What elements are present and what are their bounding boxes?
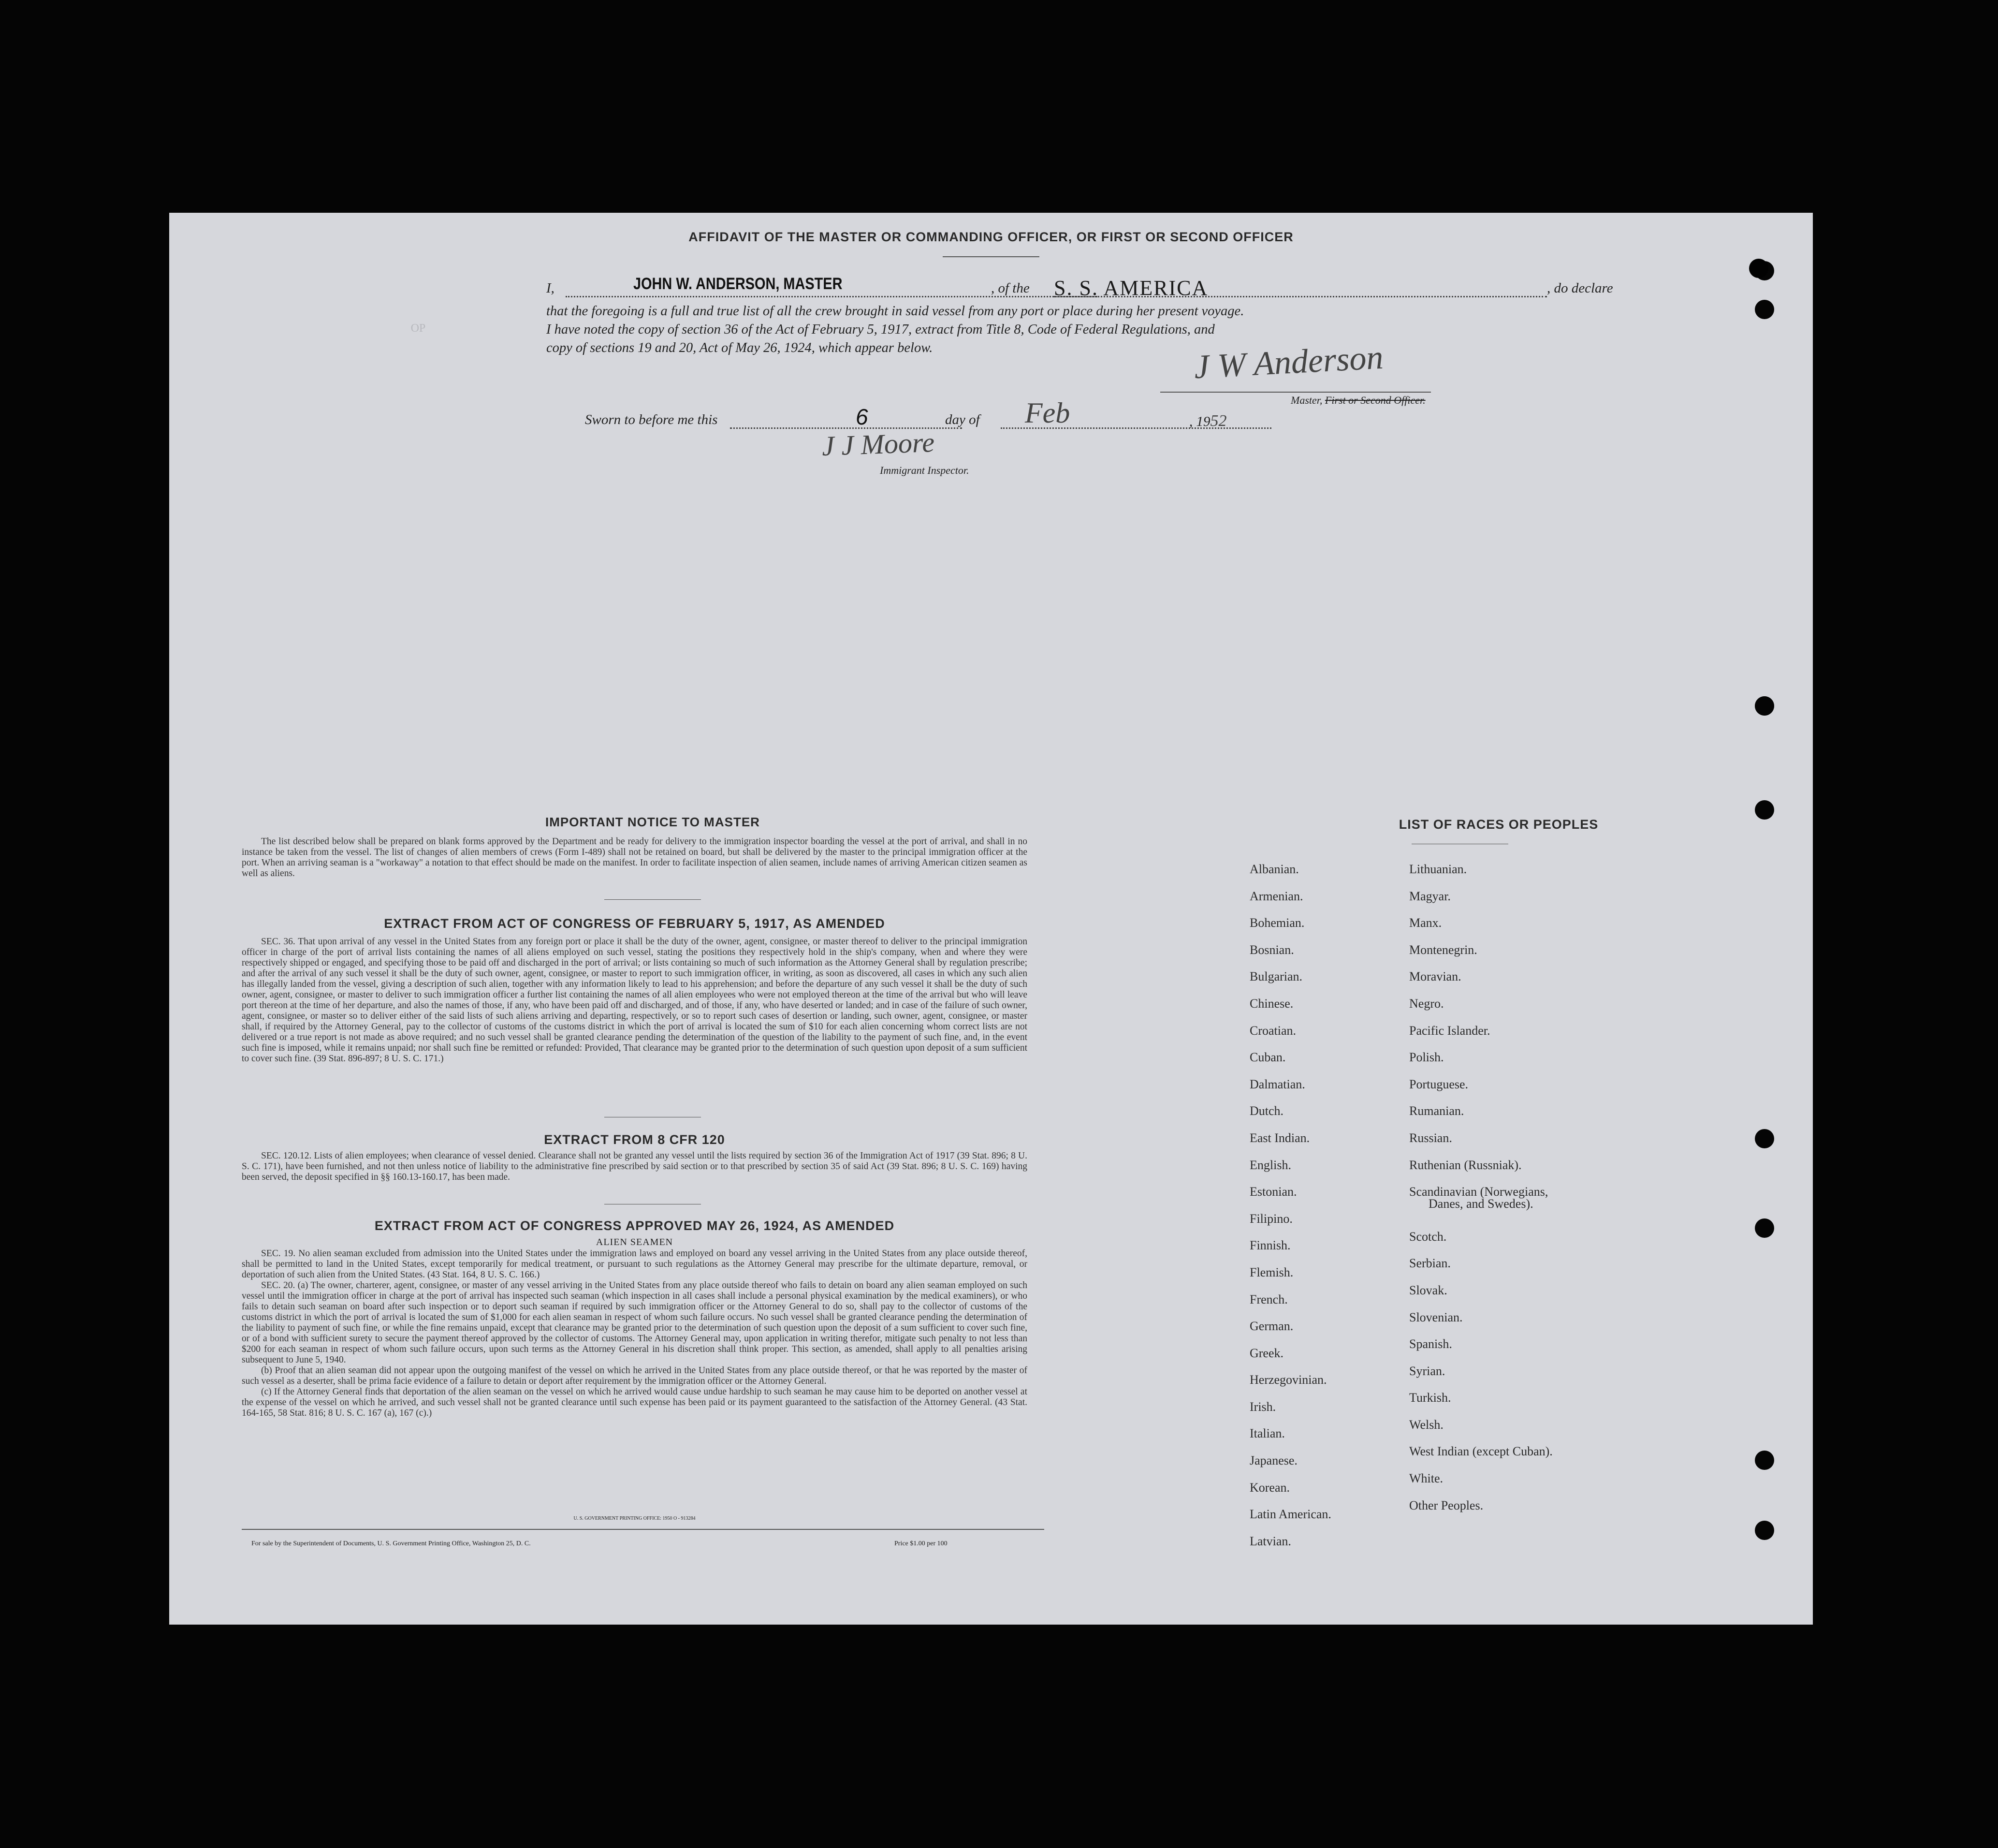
master-signature: J W Anderson [1193,338,1385,386]
race-item: Other Peoples. [1409,1498,1484,1512]
inspector-caption: Immigrant Inspector. [880,464,969,476]
footer-rule [242,1529,1044,1530]
race-item: German. [1250,1319,1294,1334]
race-item: Italian. [1250,1426,1285,1441]
document-page [169,213,1813,1625]
race-item: English. [1250,1158,1291,1172]
for-sale-note: For sale by the Superintendent of Documents, U. S. Government Printing Office, Washington 25, D. C. [251,1540,531,1547]
title-rule [943,256,1039,257]
race-item: Dutch. [1250,1104,1284,1118]
binder-hole [1755,1218,1774,1238]
affidavit-title: AFFIDAVIT OF THE MASTER OR COMMANDING OFFICER, OR FIRST OR SECOND OFFICER [688,230,1294,244]
race-item: Estonian. [1250,1185,1297,1199]
of-the-label: , of the [991,280,1030,296]
race-item: Negro. [1409,996,1444,1011]
race-item: Japanese. [1250,1453,1298,1468]
do-declare-label: , do declare [1547,280,1613,296]
sworn-month: Feb [1025,397,1070,429]
race-item: White. [1409,1471,1444,1486]
sec-20a-text: SEC. 20. (a) The owner, charterer, agent, consignee, or master of any vessel arriving in the United States from any place outside thereof who fails to detain on board any alien seaman employed on such vessel until the immigration officer in charge at the port of arrival has inspected such seaman (which inspection in all cases shall include a personal physical examination by the medical examiners), or who fails to detain such seaman on board after such inspection or to deport such seaman if required by such immigration officer or the Attorney General to do so, shall pay to the collector of customs of the customs district in which the port of arrival is located the sum of $1,000 for each alien seaman in respect of whom such failure occurs. No such vessel shall be granted clearance pending the determination of the liability to payment of such fine, or while the fine remains unpaid, except that clearance may be granted prior to the determination of such question upon the deposit of a sum sufficient to cover such fine, or of a bond with sufficient surety to secure the payment thereof approved by the collector of customs. The Attorney General may, upon application in writing therefor, mitigate such penalty to not less than $200 for each seaman in respect of whom such failure occurs, upon such terms as the Attorney General in his discretion shall think proper. This section, as amended, shall apply to all penalties arising subsequent to June 5, 1940. [242,1280,1027,1365]
sworn-day: 6 [856,404,868,429]
price-note: Price $1.00 per 100 [894,1540,948,1547]
affidavit-line-4: copy of sections 19 and 20, Act of May 26, 1924, which appear below. [546,340,933,355]
race-item: Manx. [1409,916,1442,930]
inspector-signature: J J Moore [821,426,935,462]
race-item: Slovak. [1409,1283,1447,1297]
vessel-name: S. S. AMERICA [1054,276,1209,300]
race-item: Irish. [1250,1399,1276,1414]
race-item: Syrian. [1409,1364,1445,1378]
sec-20c-text: (c) If the Attorney General finds that deportation of the alien seaman on the vessel on which he arrived would cause undue hardship to such seaman he may cause him to be deported on another vessel at the expense of the vessel on which he arrived, and such vessel shall not be granted clearance until such expense has been paid or its payment guaranteed to the satisfaction of the Attorney General. (43 Stat. 164-165, 58 Stat. 816; 8 U. S. C. 167 (a), 167 (c).) [242,1387,1027,1418]
year-prefix: , 19 [1189,414,1210,429]
race-item: Russian. [1409,1130,1452,1145]
race-item: Dalmatian. [1250,1077,1305,1091]
sec-20b-text: (b) Proof that an alien seaman did not appear upon the outgoing manifest of the vessel on which he arrived in the United States from any place outside thereof, or that he was reported by the master of such vessel as a deserter, shall be prima facie evidence of a failure to detain or deport after requirement by the immigration officer or the Attorney General. [242,1365,1027,1386]
race-item: Bohemian. [1250,916,1305,930]
notice-body: The list described below shall be prepared on blank forms approved by the Department and be ready for delivery to the immigration inspector boarding the vessel at the port of arrival, and shall in no instance be taken from the vessel. The list of changes of alien members of crews (Form I-489) shall not be retained on board, but shall be delivered by the master to the principal immigration officer at the port. When an arriving seaman is a "workaway" a notation to that effect should be made on the manifest. In order to facilitate inspection of alien seamen, include names of arriving American citizen seamen as well as aliens. [242,836,1027,879]
sec-19-text: SEC. 19. No alien seaman excluded from admission into the United States under the immigration laws and employed on board any vessel arriving in the United States from any place outside thereof, shall be permitted to land in the United States, except temporarily for medical treatment, or pursuant to such regulations as the Attorney General may prescribe for the ultimate departure, removal, or deportation of such alien from the United States. (43 Stat. 164, 8 U. S. C. 166.) [242,1248,1027,1280]
master-name: JOHN W. ANDERSON, MASTER [633,275,843,293]
affidavit-line-3: I have noted the copy of section 36 of the Act of February 5, 1917, extract from Title 8, Code of Federal Regulations, and [546,322,1215,337]
race-item: Serbian. [1409,1256,1451,1271]
race-item: Finnish. [1250,1238,1291,1253]
extract-1917-title: EXTRACT FROM ACT OF CONGRESS OF FEBRUARY 5, 1917, AS AMENDED [384,916,885,931]
race-item: Filipino. [1250,1211,1293,1226]
binder-hole [1755,1451,1774,1470]
vessel-line [1054,296,1547,297]
bleed-through-mark: ᴼᴾ [411,320,425,341]
race-item: Herzegovinian. [1250,1373,1327,1387]
race-item: Portuguese. [1409,1077,1469,1091]
signature-rule [1160,392,1431,393]
race-item: Scandinavian (Norwegians, [1409,1185,1548,1199]
extract-1924-body [242,1248,1027,1419]
struck-officer-caption: First or Second Officer. [1325,394,1426,406]
race-item: Magyar. [1409,889,1451,903]
race-item: Bulgarian. [1250,969,1303,984]
binder-hole [1755,1521,1774,1540]
cfr-body: SEC. 120.12. Lists of alien employees; when clearance of vessel denied. Clearance shall not be granted any vessel until the lists required by section 36 of the Immigration Act of 1917 (39 Stat. 896; 8 U. S. C. 171), have been furnished, and not then unless notice of liability to the administrative fine prescribed by said section or to that prescribed by section 35 of said Act (39 Stat. 896; 8 U. S. C. 169) having been served, the deposit specified in §§ 160.13-160.17, has been made. [242,1151,1027,1182]
race-item: East Indian. [1250,1130,1310,1145]
races-column-2 [1409,856,1553,1519]
race-item: Bosnian. [1250,942,1294,957]
race-item: Greek. [1250,1346,1284,1360]
race-item: Ruthenian (Russniak). [1409,1158,1522,1172]
notice-title: IMPORTANT NOTICE TO MASTER [545,815,760,829]
race-item: Flemish. [1250,1265,1294,1279]
race-item: Korean. [1250,1480,1290,1495]
race-item: Slovenian. [1409,1310,1463,1324]
printing-office-line: U. S. GOVERNMENT PRINTING OFFICE: 1950 O - 913284 [573,1516,696,1521]
day-of-label: day of [945,412,980,427]
races-column-1 [1250,856,1331,1555]
race-item: Polish. [1409,1050,1444,1065]
race-item: Albanian. [1250,862,1299,876]
affidavit-i-label: I, [546,280,554,296]
race-item: Rumanian. [1409,1104,1464,1118]
race-item: Latvian. [1250,1534,1291,1548]
binder-hole [1755,300,1774,319]
race-item: Croatian. [1250,1023,1297,1038]
affidavit-line-2: that the foregoing is a full and true list of all the crew brought in said vessel from any port or place during her present voyage. [546,304,1244,319]
cfr-title: EXTRACT FROM 8 CFR 120 [544,1132,725,1147]
binder-hole [1755,800,1774,820]
binder-hole [1749,259,1768,278]
race-item: Armenian. [1250,889,1303,903]
alien-seamen-subtitle: ALIEN SEAMEN [596,1237,673,1247]
binder-hole [1755,1129,1774,1148]
master-caption-text: Master, [1291,394,1323,406]
race-item: West Indian (except Cuban). [1409,1444,1553,1459]
race-item: Turkish. [1409,1391,1451,1405]
race-item: Latin American. [1250,1507,1331,1522]
race-item: Scotch. [1409,1229,1447,1244]
race-item: French. [1250,1292,1288,1306]
extract-1917-body: SEC. 36. That upon arrival of any vessel in the United States from any foreign port or place it shall be the duty of the owner, agent, consignee, or master thereof to deliver to the principal immigration officer in charge of the port of arrival lists containing the names of all aliens employed on such vessel, stating the positions they respectively hold in the ship's company, when and where they were respectively shipped or engaged, and specifying those to be paid off and discharged in the port of arrival; or lists containing so much of such information as the Attorney General shall by regulation prescribe; and after the arrival of any such vessel it shall be the duty of such owner, agent, consignee, or master to report to such immigration officer, in writing, as soon as discovered, all cases in which any such alien has illegally landed from the vessel, giving a description of such alien, together with any information likely to lead to his apprehension; and before the departure of any such vessel it shall be the duty of such owner, agent, consignee, or master to deliver to such immigration officer a further list containing the names of all alien employees who were not employed thereon at the time of the arrival but who will leave port thereon at the time of her departure, and also the names of those, if any, who have been paid off and discharged, and of those, if any, who have deserted or landed; and in case of the failure of such owner, agent, consignee, or master so to deliver either of the said lists of such aliens arriving and departing, respectively, or so to report such cases of desertion or landing, such owner, agent, consignee, or master shall, if required by the Attorney General, pay to the collector of customs of the customs district in which the port of arrival is located the sum of $10 for each alien concerning whom correct lists are not delivered or a true report is not made as above required; and no such vessel shall be granted clearance pending the determination of the question of the liability to the payment of such fine, and, in the event such fine is imposed, while it remains unpaid; nor shall such fine be remitted or refunded: Provided, That clearance may be granted prior to the determination of such question upon deposit of a sum sufficient to cover such fine. (39 Stat. 896-897; 8 U. S. C. 171.) [242,937,1027,1064]
race-item: Welsh. [1409,1417,1444,1432]
race-item: Lithuanian. [1409,862,1467,876]
race-item: Pacific Islander. [1409,1023,1490,1038]
race-item: Danes, and Swedes). [1429,1196,1533,1211]
race-item: Spanish. [1409,1337,1452,1351]
race-item: Chinese. [1250,996,1294,1011]
year-label [1189,412,1227,430]
race-item: Cuban. [1250,1050,1286,1065]
master-caption [1291,394,1426,407]
extract-1924-title: EXTRACT FROM ACT OF CONGRESS APPROVED MAY 26, 1924, AS AMENDED [374,1218,895,1233]
race-item: Montenegrin. [1409,942,1477,957]
races-title: LIST OF RACES OR PEOPLES [1399,817,1599,832]
year-suffix: 52 [1210,412,1227,430]
notice-rule [604,899,701,900]
race-item: Moravian. [1409,969,1461,984]
sworn-label: Sworn to before me this [585,412,718,427]
binder-hole [1755,696,1774,716]
